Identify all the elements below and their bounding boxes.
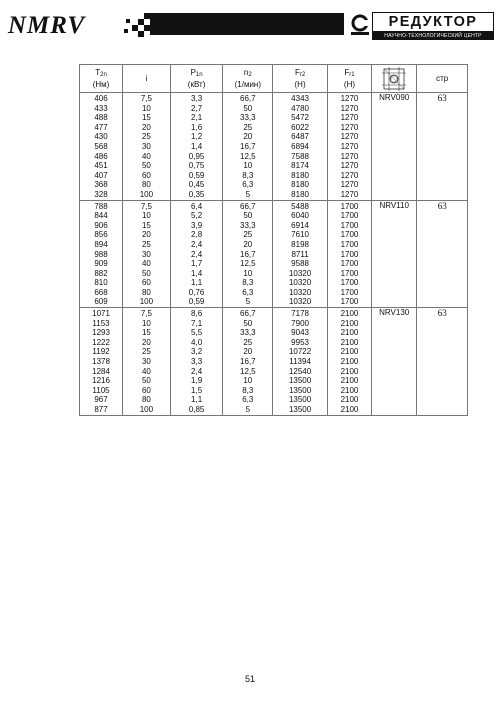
table-cell: 80: [141, 180, 151, 190]
table-cell: 25: [141, 239, 151, 249]
table-cell: 60: [141, 170, 151, 180]
table-cell: 100: [139, 297, 154, 307]
table-cell: 2,1: [191, 113, 203, 123]
table-cell: 8174: [291, 161, 309, 171]
table-cell: 1700: [340, 230, 359, 240]
page-reference: 63: [417, 308, 468, 416]
table-cell: 0,35: [188, 189, 205, 199]
page-reference: 63: [417, 200, 468, 308]
table-cell: 0,45: [188, 180, 205, 190]
table-cell: 1270: [340, 113, 359, 123]
table-cell: 2100: [340, 366, 359, 376]
model-name: NRV090: [371, 93, 416, 201]
table-cell: 1105: [92, 385, 110, 395]
column-power: [170, 200, 223, 308]
table-cell: 430: [94, 132, 108, 142]
table-cell: 1700: [340, 259, 359, 269]
table-cell: 2100: [340, 318, 359, 328]
table-cell: 1,6: [191, 122, 203, 132]
table-cell: 10320: [288, 278, 312, 288]
column-torque: [80, 308, 123, 416]
table-cell: 8,6: [191, 309, 203, 319]
table-cell: 15: [141, 220, 151, 230]
table-cell: 7900: [291, 318, 309, 328]
table-cell: 877: [94, 405, 108, 414]
logo-name: РЕДУКТОР: [372, 12, 494, 32]
table-cell: 15: [141, 113, 151, 123]
page-reference: 63: [417, 93, 468, 201]
table-cell: 486: [94, 151, 108, 161]
table-cell: 6,3: [242, 395, 254, 405]
table-header-row: [80, 65, 468, 93]
table-cell: 3,3: [191, 357, 203, 367]
table-cell: 8180: [291, 189, 309, 199]
table-cell: 5488: [291, 201, 309, 211]
table-cell: 488: [94, 113, 108, 123]
table-cell: 5,5: [191, 328, 203, 338]
header-power: P1n (кВт): [170, 65, 223, 93]
table-cell: 1270: [340, 170, 359, 180]
table-cell: 9043: [291, 328, 309, 338]
table-cell: 7178: [291, 309, 309, 319]
table-cell: 2100: [340, 395, 359, 405]
header-speed: n2 (1/мин): [223, 65, 273, 93]
table-cell: 6040: [291, 211, 309, 221]
page-number: 51: [244, 674, 255, 684]
table-cell: 1700: [340, 239, 359, 249]
table-cell: 66,7: [240, 201, 256, 211]
table-cell: 5: [245, 189, 251, 199]
table-cell: 9953: [291, 337, 309, 347]
table-cell: 1071: [92, 309, 110, 319]
table-cell: 40: [141, 259, 151, 269]
table-cell: 80: [141, 287, 151, 297]
table-cell: 2100: [340, 385, 359, 395]
table-cell: 10: [141, 103, 151, 113]
table-cell: 1,2: [191, 132, 203, 142]
table-cell: 2100: [340, 309, 359, 319]
table-cell: 1270: [340, 103, 359, 113]
table-cell: 1222: [92, 337, 110, 347]
table-cell: 1270: [340, 132, 359, 142]
column-force1: [327, 200, 371, 308]
column-speed: [223, 308, 273, 416]
table-cell: 7588: [291, 151, 309, 161]
table-cell: 10320: [288, 268, 312, 278]
table-cell: 50: [243, 318, 253, 328]
column-power: [170, 308, 223, 416]
header-bar: [150, 13, 344, 35]
model-name: NRV130: [371, 308, 416, 416]
table-cell: 4,0: [191, 337, 203, 347]
table-cell: 6,3: [242, 287, 254, 297]
table-cell: 2,4: [191, 239, 203, 249]
table-cell: 30: [141, 141, 151, 151]
table-cell: 2100: [340, 405, 359, 414]
table-cell: 60: [141, 278, 151, 288]
table-cell: 1293: [92, 328, 110, 338]
gearbox-dimension-icon: [381, 67, 407, 91]
table-cell: 40: [141, 151, 151, 161]
table-cell: 1700: [340, 297, 359, 307]
table-cell: 1700: [340, 268, 359, 278]
gearbox-spec-table: [79, 64, 468, 416]
header-input-radial-force: Fr1 (Н): [327, 65, 371, 93]
table-cell: 1270: [340, 94, 359, 103]
table-cell: 810: [94, 278, 108, 288]
table-cell: 13500: [288, 405, 312, 414]
column-force2: [273, 93, 328, 201]
table-cell: 25: [243, 122, 253, 132]
table-cell: 10: [141, 211, 151, 221]
table-cell: 909: [94, 259, 108, 269]
table-cell: 50: [141, 376, 151, 386]
table-cell: 1,5: [191, 385, 203, 395]
table-cell: 16,7: [240, 249, 256, 259]
column-ratio: [123, 200, 171, 308]
table-cell: 8,3: [242, 278, 254, 288]
column-ratio: [123, 308, 171, 416]
table-group-nrv130: [80, 308, 468, 416]
model-name: NRV110: [371, 200, 416, 308]
table-cell: 13500: [288, 395, 312, 405]
table-cell: 1270: [340, 141, 359, 151]
table-cell: 5: [245, 297, 251, 307]
table-cell: 50: [141, 268, 151, 278]
header-page: стр: [417, 65, 468, 93]
table-cell: 1270: [340, 180, 359, 190]
header-model: [371, 65, 416, 93]
table-row: [80, 93, 468, 201]
table-cell: 568: [94, 141, 108, 151]
table-cell: 10320: [288, 287, 312, 297]
table-cell: 0,85: [188, 405, 205, 414]
page-header: [0, 0, 500, 48]
table-cell: 16,7: [240, 357, 256, 367]
table-cell: 12,5: [240, 366, 256, 376]
table-cell: 4780: [291, 103, 309, 113]
table-cell: 407: [94, 170, 108, 180]
table-cell: 33,3: [240, 328, 256, 338]
table-cell: 0,95: [188, 151, 205, 161]
table-cell: 6,4: [191, 201, 203, 211]
table-cell: 50: [243, 103, 253, 113]
table-cell: 1,4: [191, 268, 203, 278]
table-cell: 1270: [340, 151, 359, 161]
table-cell: 50: [141, 161, 151, 171]
table-cell: 2100: [340, 376, 359, 386]
table-cell: 1270: [340, 161, 359, 171]
table-cell: 8,3: [242, 170, 254, 180]
column-speed: [223, 200, 273, 308]
table-cell: 6487: [291, 132, 309, 142]
table-cell: 433: [94, 103, 108, 113]
table-cell: 11394: [289, 357, 311, 367]
table-cell: 8711: [291, 249, 309, 259]
table-cell: 3,9: [191, 220, 203, 230]
table-cell: 988: [94, 249, 108, 259]
table-cell: 2,4: [191, 249, 203, 259]
table-cell: 0,75: [188, 161, 205, 171]
table-cell: 1153: [92, 318, 110, 328]
table-cell: 8,3: [242, 385, 254, 395]
column-torque: [80, 200, 123, 308]
table-cell: 12,5: [240, 259, 256, 269]
table-row: [80, 308, 468, 416]
table-cell: 1,1: [191, 395, 203, 405]
column-speed: [223, 93, 273, 201]
table-cell: 25: [141, 132, 151, 142]
table-cell: 10722: [288, 347, 312, 357]
table-cell: 2100: [340, 337, 359, 347]
table-cell: 477: [94, 122, 108, 132]
table-cell: 1,9: [191, 376, 203, 386]
table-cell: 25: [243, 337, 253, 347]
table-cell: 7,5: [140, 94, 152, 103]
table-cell: 6,3: [242, 180, 254, 190]
table-cell: 15: [141, 328, 151, 338]
table-cell: 2100: [340, 357, 359, 367]
table-cell: 30: [141, 249, 151, 259]
table-cell: 844: [94, 211, 108, 221]
table-cell: 10: [243, 268, 253, 278]
table-cell: 100: [139, 189, 154, 199]
table-cell: 406: [94, 94, 108, 103]
table-cell: 6894: [291, 141, 309, 151]
table-cell: 9588: [291, 259, 309, 269]
table-cell: 2100: [340, 347, 359, 357]
table-cell: 33,3: [240, 113, 256, 123]
table-cell: 4343: [291, 94, 309, 103]
table-cell: 856: [94, 230, 108, 240]
table-cell: 451: [94, 161, 108, 171]
table-cell: 100: [139, 405, 154, 414]
header-torque: T2n (Нм): [80, 65, 123, 93]
table-cell: 20: [243, 239, 253, 249]
header-ratio: i: [123, 65, 171, 93]
table-cell: 5: [245, 405, 251, 414]
table-cell: 7610: [291, 230, 309, 240]
table-cell: 1700: [340, 220, 359, 230]
table-group-nrv110: [80, 200, 468, 308]
table-cell: 50: [243, 211, 253, 221]
table-cell: 66,7: [240, 94, 256, 103]
table-cell: 3,2: [191, 347, 203, 357]
column-ratio: [123, 93, 171, 201]
table-cell: 894: [94, 239, 108, 249]
table-cell: 20: [141, 337, 151, 347]
table-cell: 10320: [288, 297, 312, 307]
table-cell: 80: [141, 395, 151, 405]
table-cell: 25: [243, 230, 253, 240]
table-row: [80, 200, 468, 308]
table-cell: 609: [94, 297, 108, 307]
header-output-radial-force: Fr2 (Н): [273, 65, 328, 93]
table-cell: 10: [141, 318, 151, 328]
table-cell: 8180: [291, 170, 309, 180]
table-cell: 20: [243, 347, 253, 357]
table-cell: 12,5: [240, 151, 256, 161]
table-cell: 25: [141, 347, 151, 357]
column-power: [170, 93, 223, 201]
table-cell: 8198: [291, 239, 309, 249]
table-cell: 0,59: [188, 170, 205, 180]
table-cell: 6022: [291, 122, 309, 132]
table-cell: 328: [94, 189, 108, 199]
table-cell: 13500: [288, 385, 312, 395]
table-cell: 60: [141, 385, 151, 395]
column-force1: [327, 93, 371, 201]
column-force1: [327, 308, 371, 416]
table-group-nrv090: [80, 93, 468, 201]
table-cell: 368: [94, 180, 108, 190]
table-cell: 2100: [340, 328, 359, 338]
table-cell: 0,59: [188, 297, 205, 307]
table-cell: 7,1: [191, 318, 203, 328]
table-cell: 967: [94, 395, 108, 405]
column-force2: [273, 200, 328, 308]
table-cell: 0,76: [188, 287, 205, 297]
table-cell: 1,4: [191, 141, 203, 151]
table-cell: 20: [141, 230, 151, 240]
reduktor-logo-icon: [350, 14, 370, 36]
table-cell: 1192: [92, 347, 110, 357]
table-cell: 3,3: [191, 94, 203, 103]
table-cell: 788: [94, 201, 108, 211]
table-cell: 1216: [92, 376, 110, 386]
checkered-flag-icon: [122, 13, 150, 37]
table-cell: 1700: [340, 287, 359, 297]
table-cell: 906: [94, 220, 108, 230]
table-cell: 1,1: [191, 278, 203, 288]
table-cell: 12540: [288, 366, 312, 376]
column-torque: [80, 93, 123, 201]
table-cell: 668: [94, 287, 108, 297]
table-cell: 5472: [291, 113, 309, 123]
table-cell: 7,5: [140, 201, 152, 211]
table-cell: 1700: [340, 211, 359, 221]
table-cell: 1284: [92, 366, 110, 376]
table-cell: 40: [141, 366, 151, 376]
table-cell: 1270: [340, 189, 359, 199]
column-force2: [273, 308, 328, 416]
table-cell: 2,8: [191, 230, 203, 240]
table-cell: 1700: [340, 201, 359, 211]
brand-title: NMRV: [8, 12, 86, 39]
table-cell: 1700: [340, 249, 359, 259]
table-cell: 1700: [340, 278, 359, 288]
table-cell: 2,4: [191, 366, 203, 376]
logo-subtitle: НАУЧНО-ТЕХНОЛОГИЧЕСКИЙ ЦЕНТР: [372, 32, 494, 40]
table-cell: 33,3: [240, 220, 256, 230]
table-cell: 20: [243, 132, 253, 142]
table-cell: 10: [243, 161, 253, 171]
table-cell: 8180: [291, 180, 309, 190]
table-cell: 6914: [291, 220, 309, 230]
table-cell: 5,2: [191, 211, 203, 221]
table-cell: 1378: [92, 357, 110, 367]
table-cell: 66,7: [240, 309, 256, 319]
table-cell: 30: [141, 357, 151, 367]
table-cell: 10: [243, 376, 253, 386]
table-cell: 2,7: [191, 103, 203, 113]
table-cell: 16,7: [240, 141, 256, 151]
table-cell: 1270: [340, 122, 359, 132]
table-cell: 13500: [288, 376, 312, 386]
table-cell: 7,5: [140, 309, 152, 319]
table-cell: 1,7: [191, 259, 203, 269]
table-cell: 882: [94, 268, 108, 278]
table-cell: 20: [141, 122, 151, 132]
